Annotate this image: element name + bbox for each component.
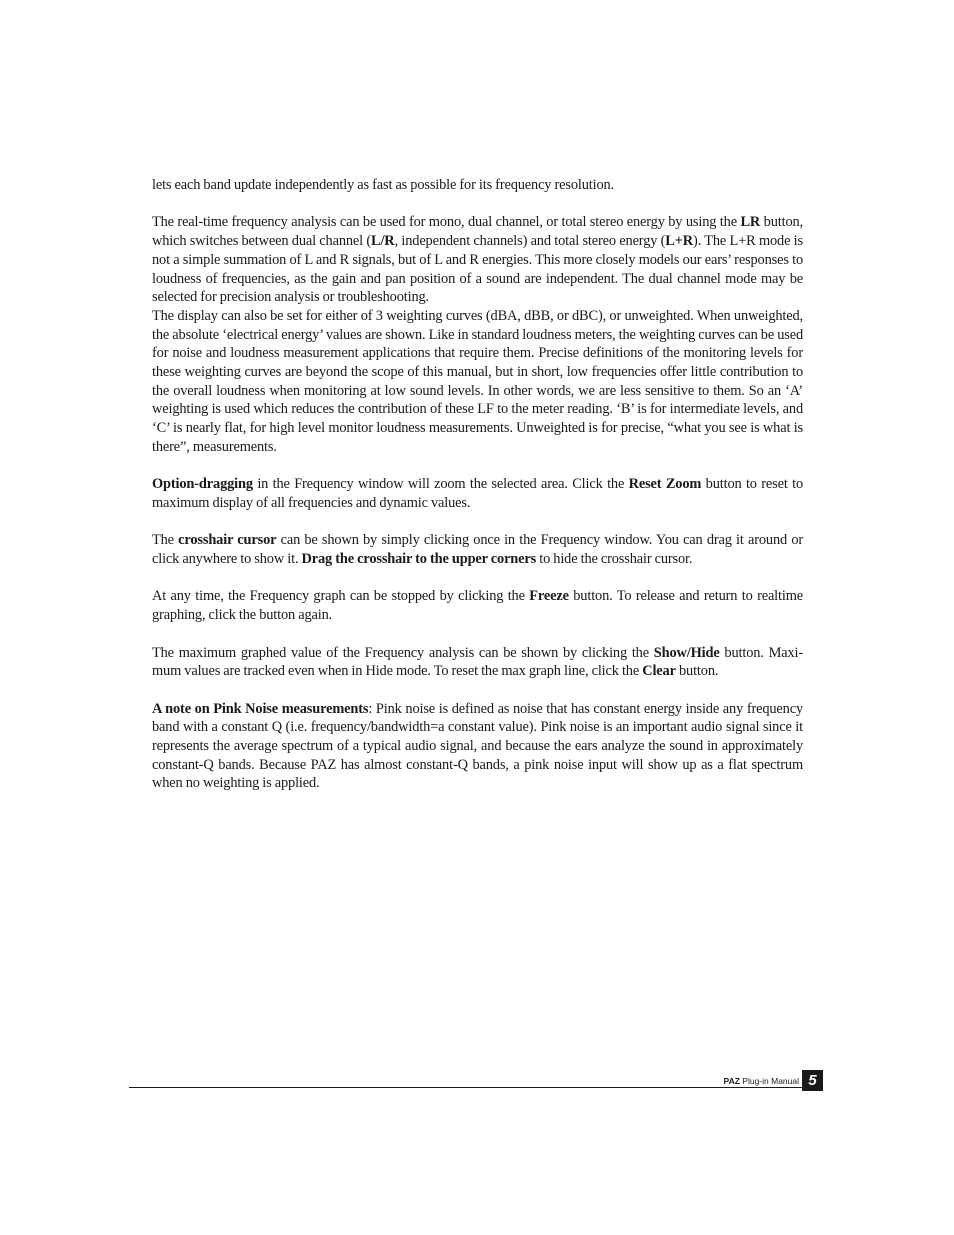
reset-zoom-term: Reset Zoom [628, 476, 702, 493]
paragraph-text: button, which switches between dual channel ( [152, 214, 803, 250]
lr-button-term: LR [740, 214, 761, 231]
paragraph-text: lets each band update independently as fast as possible for its frequency resolution. [152, 177, 614, 193]
paragraph-text: button to reset to maximum display of all frequencies and dynamic values. [152, 476, 803, 511]
paragraph-text: in the Frequency window will zoom the selected area. Click the [252, 476, 629, 493]
paragraph-weighting-curves [152, 307, 803, 457]
footer-running-title [724, 1076, 799, 1086]
clear-term: Clear [642, 663, 676, 680]
paragraph-crosshair [152, 531, 803, 568]
paragraph-pink-noise [152, 700, 803, 794]
option-dragging-term: Option-dragging [152, 476, 253, 493]
paragraph-freeze [152, 587, 803, 624]
paragraph-text: The [152, 532, 179, 549]
footer-product-name: PAZ [723, 1076, 740, 1086]
paragraph-stereo-modes [152, 213, 803, 307]
pink-noise-heading: A note on Pink Noise measurements [152, 700, 369, 717]
stereo-energy-term: L+R [665, 233, 694, 250]
paragraph-text: ). The L+R mode is not a simple summation of L and R signals, but of L and R energies. This more closely models our ears’ responses to loudness of frequencies, as the gain and pan position of a sound are independent. The dual channel mode may be selected for precision analysis or troubleshooting. [152, 233, 803, 306]
paragraph-text: to hide the crosshair cursor. [536, 551, 693, 568]
freeze-term: Freeze [529, 588, 569, 605]
footer-rule [129, 1087, 802, 1088]
paragraph-band-update [152, 176, 803, 195]
paragraph-text: The maximum graphed value of the Frequency analysis can be shown by clicking the [152, 644, 654, 661]
paragraph-text: , independent channels) and total stereo energy ( [394, 233, 666, 250]
paragraph-text: button. To release and return to realtime graphing, click the button again. [152, 588, 804, 624]
paragraph-text: button. [675, 663, 719, 680]
paragraph-text: can be shown by simply clicking once in the Frequency window. You can drag it around or click anywhere to show it. [152, 532, 804, 568]
footer-manual-label: Plug-in Manual [742, 1076, 799, 1086]
show-hide-term: Show/Hide [653, 644, 720, 661]
dual-channel-term: L/R [371, 233, 395, 250]
paragraph-text: button. Maxi-mum values are tracked even when in Hide mode. To reset the max graph line, click the [152, 644, 803, 680]
paragraph-option-dragging [152, 475, 803, 512]
paragraph-show-hide [152, 644, 803, 681]
drag-crosshair-term: Drag the crosshair to the upper corners [301, 551, 537, 568]
page-body [152, 176, 803, 812]
crosshair-cursor-term: crosshair cursor [178, 532, 277, 549]
paragraph-text: At any time, the Frequency graph can be stopped by clicking the [152, 588, 530, 605]
paragraph-text: The display can also be set for either of 3 weighting curves (dBA, dBB, or dBC), or unweighted. When unweighted, the absolute ‘electrical energy’ values are shown. Like in standard loudness meters, the weighting curves can be used for noise and loudness measurement applications that require them. Precise definitions of the monitoring levels for these weighting curves are beyond the scope of this manual, but in short, low frequencies offer little contribution to the overall loudness when monitoring at low sound levels. In other words, we are less sensitive to them. So an ‘A’ weighting is used which reduces the contribution of these LF to the meter reading. ‘B’ is for intermediate levels, and ‘C’ is nearly flat, for high level monitor loudness measurements. Unweighted is for precise, “what you see is what is there”, measurements. [152, 307, 803, 455]
paragraph-text: The real-time frequency analysis can be used for mono, dual channel, or total stereo energy by using the [152, 214, 741, 231]
paragraph-text: : Pink noise is defined as noise that has constant energy inside any frequency band with a constant Q (i.e. frequency/bandwidth=a constant value). Pink noise is an important audio signal since it represents the average spectrum of a typical audio signal, and because the ears analyze the sound in approximately constant-Q bands. Because PAZ has almost constant-Q bands, a pink noise input will show up as a flat spectrum when no weighting is applied. [152, 700, 804, 792]
page-number-badge: 5 [802, 1070, 823, 1091]
